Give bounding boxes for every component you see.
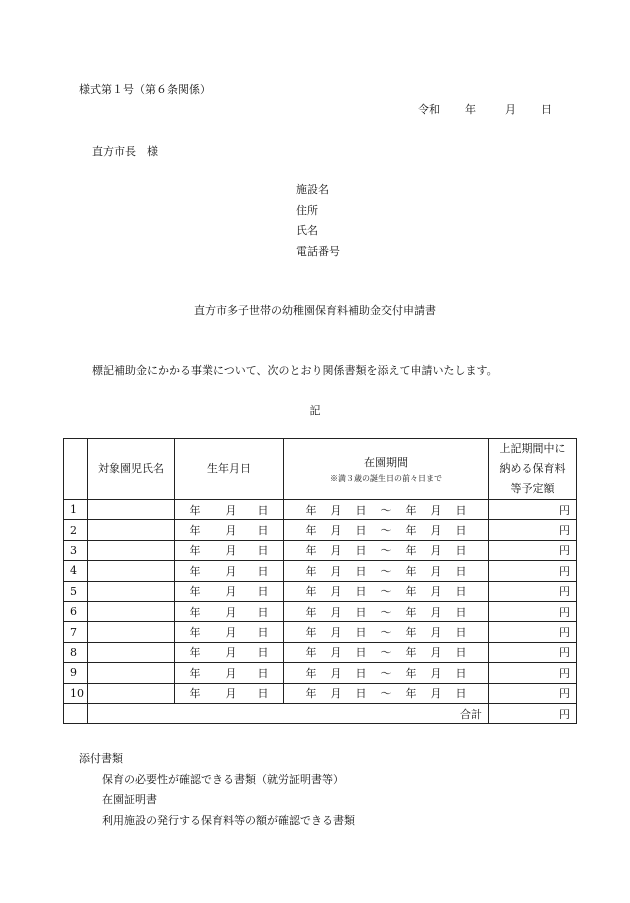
birthdate-cell[interactable] <box>175 561 284 581</box>
unit-yen: 円 <box>559 503 570 517</box>
unit-year: 年 <box>405 544 417 558</box>
unit-day: 日 <box>355 503 367 517</box>
header-period-label: 在園期間 <box>364 456 408 469</box>
intro-text: 標記補助金にかかる事業について、次のとおり関係書類を添えて申請いたします。 <box>92 364 498 377</box>
unit-month: 月 <box>330 503 342 517</box>
unit-month: 月 <box>225 687 237 701</box>
unit-year: 年 <box>405 646 417 660</box>
unit-year: 年 <box>405 626 417 640</box>
unit-month: 月 <box>225 524 237 538</box>
unit-day: 日 <box>355 564 367 578</box>
unit-yen: 円 <box>559 626 570 640</box>
unit-year: 年 <box>305 666 317 680</box>
unit-year: 年 <box>189 524 201 538</box>
total-row <box>64 703 577 723</box>
row-number: 5 <box>64 581 88 601</box>
name-label: 氏名 <box>296 224 318 237</box>
period-cell[interactable] <box>284 540 489 560</box>
date-line <box>418 101 552 117</box>
unit-day: 日 <box>257 666 269 680</box>
header-period-note: ※満３歳の誕生日の前々日まで <box>330 474 442 483</box>
row-number: 10 <box>64 683 88 703</box>
unit-day: 日 <box>257 503 269 517</box>
unit-yen: 円 <box>559 544 570 558</box>
unit-month: 月 <box>225 666 237 680</box>
unit-year: 年 <box>189 585 201 599</box>
child-name-cell[interactable] <box>88 683 175 703</box>
fee-cell[interactable] <box>489 601 577 621</box>
unit-day: 日 <box>355 585 367 599</box>
unit-day: 日 <box>355 646 367 660</box>
child-name-cell[interactable] <box>88 520 175 540</box>
table-row <box>64 683 577 703</box>
attachment-item: 在園証明書 <box>102 793 157 806</box>
unit-year: 年 <box>405 503 417 517</box>
tilde: ～ <box>380 544 392 558</box>
unit-day: 日 <box>257 605 269 619</box>
fee-cell[interactable] <box>489 642 577 662</box>
unit-month: 月 <box>330 687 342 701</box>
unit-year: 年 <box>305 503 317 517</box>
unit-month: 月 <box>225 564 237 578</box>
unit-month: 月 <box>225 585 237 599</box>
unit-yen: 円 <box>559 564 570 578</box>
unit-yen: 円 <box>559 687 570 701</box>
unit-month: 月 <box>430 646 442 660</box>
period-cell[interactable] <box>284 581 489 601</box>
tilde: ～ <box>380 585 392 599</box>
unit-month: 月 <box>430 585 442 599</box>
applicant-block <box>296 180 340 262</box>
table-row <box>64 500 577 520</box>
unit-month: 月 <box>330 666 342 680</box>
unit-month: 月 <box>330 605 342 619</box>
fee-cell[interactable] <box>489 520 577 540</box>
fee-cell[interactable] <box>489 622 577 642</box>
unit-month: 月 <box>225 605 237 619</box>
unit-year: 年 <box>189 687 201 701</box>
birthdate-cell[interactable] <box>175 500 284 520</box>
unit-month: 月 <box>430 524 442 538</box>
fee-cell[interactable] <box>489 561 577 581</box>
unit-day: 日 <box>455 666 467 680</box>
row-number: 4 <box>64 561 88 581</box>
unit-day: 日 <box>455 646 467 660</box>
period-cell[interactable] <box>284 622 489 642</box>
unit-month: 月 <box>330 524 342 538</box>
table-header-row <box>64 439 577 500</box>
child-name-cell[interactable] <box>88 561 175 581</box>
unit-year: 年 <box>189 564 201 578</box>
period-cell[interactable] <box>284 642 489 662</box>
row-number: 7 <box>64 622 88 642</box>
unit-yen: 円 <box>559 605 570 619</box>
table-row <box>64 561 577 581</box>
unit-year: 年 <box>405 585 417 599</box>
header-fee-line3: 等予定額 <box>510 482 555 495</box>
unit-day: 日 <box>257 626 269 640</box>
unit-day: 日 <box>455 585 467 599</box>
row-number: 3 <box>64 540 88 560</box>
child-name-cell[interactable] <box>88 500 175 520</box>
child-name-cell[interactable] <box>88 581 175 601</box>
table-row <box>64 622 577 642</box>
fee-cell[interactable] <box>489 683 577 703</box>
unit-day: 日 <box>355 626 367 640</box>
unit-day: 日 <box>455 503 467 517</box>
period-cell[interactable] <box>284 683 489 703</box>
unit-day: 日 <box>257 544 269 558</box>
unit-year: 年 <box>305 524 317 538</box>
facility-label: 施設名 <box>296 183 329 196</box>
unit-month: 月 <box>430 503 442 517</box>
unit-year: 年 <box>305 646 317 660</box>
table-row <box>64 581 577 601</box>
unit-yen: 円 <box>559 524 570 538</box>
unit-month: 月 <box>330 544 342 558</box>
unit-day: 日 <box>455 626 467 640</box>
phone-label: 電話番号 <box>296 244 340 258</box>
fee-cell[interactable] <box>489 581 577 601</box>
unit-year: 年 <box>405 687 417 701</box>
header-fee <box>489 439 577 500</box>
birthdate-cell[interactable] <box>175 663 284 683</box>
addressee: 直方市長 様 <box>92 145 158 158</box>
unit-month: 月 <box>430 666 442 680</box>
unit-day: 日 <box>455 605 467 619</box>
header-no <box>64 439 88 500</box>
row-number: 1 <box>64 500 88 520</box>
unit-day: 日 <box>355 605 367 619</box>
tilde: ～ <box>380 687 392 701</box>
unit-year: 年 <box>305 605 317 619</box>
tilde: ～ <box>380 646 392 660</box>
table-row <box>64 540 577 560</box>
date-month: 月 <box>505 103 516 116</box>
unit-day: 日 <box>355 524 367 538</box>
header-birthdate: 生年月日 <box>175 439 284 500</box>
tilde: ～ <box>380 503 392 517</box>
unit-day: 日 <box>355 687 367 701</box>
unit-day: 日 <box>455 544 467 558</box>
child-name-cell[interactable] <box>88 622 175 642</box>
child-name-cell[interactable] <box>88 663 175 683</box>
unit-day: 日 <box>257 524 269 538</box>
unit-year: 年 <box>305 564 317 578</box>
unit-yen: 円 <box>559 646 570 660</box>
unit-year: 年 <box>189 646 201 660</box>
total-label: 合計 <box>88 703 489 723</box>
unit-month: 月 <box>330 646 342 660</box>
attachments <box>79 749 355 831</box>
unit-year: 年 <box>305 687 317 701</box>
tilde: ～ <box>380 666 392 680</box>
child-name-cell[interactable] <box>88 642 175 662</box>
tilde: ～ <box>380 605 392 619</box>
unit-day: 日 <box>455 524 467 538</box>
unit-day: 日 <box>455 687 467 701</box>
period-cell[interactable] <box>284 601 489 621</box>
attachments-heading: 添付書類 <box>79 752 123 765</box>
unit-year: 年 <box>405 666 417 680</box>
period-cell[interactable] <box>284 520 489 540</box>
unit-yen: 円 <box>559 666 570 680</box>
header-child-name: 対象園児氏名 <box>88 439 175 500</box>
birthdate-cell[interactable] <box>175 520 284 540</box>
unit-month: 月 <box>225 544 237 558</box>
unit-month: 月 <box>330 585 342 599</box>
row-number: 2 <box>64 520 88 540</box>
birthdate-cell[interactable] <box>175 601 284 621</box>
unit-year: 年 <box>189 605 201 619</box>
unit-year: 年 <box>405 564 417 578</box>
unit-year: 年 <box>305 544 317 558</box>
unit-day: 日 <box>257 564 269 578</box>
unit-year: 年 <box>305 626 317 640</box>
address-label: 住所 <box>296 203 318 217</box>
birthdate-cell[interactable] <box>175 683 284 703</box>
unit-year: 年 <box>189 626 201 640</box>
unit-month: 月 <box>430 687 442 701</box>
header-period <box>284 439 489 500</box>
fee-cell[interactable] <box>489 540 577 560</box>
total-yen: 円 <box>489 703 577 723</box>
unit-day: 日 <box>455 564 467 578</box>
child-name-cell[interactable] <box>88 601 175 621</box>
table-row <box>64 520 577 540</box>
tilde: ～ <box>380 524 392 538</box>
tilde: ～ <box>380 626 392 640</box>
table-row <box>64 642 577 662</box>
period-cell[interactable] <box>284 561 489 581</box>
unit-month: 月 <box>225 646 237 660</box>
table-row <box>64 601 577 621</box>
table-row <box>64 663 577 683</box>
fee-cell[interactable] <box>489 663 577 683</box>
unit-month: 月 <box>330 564 342 578</box>
document-title: 直方市多子世帯の幼稚園保育料補助金交付申請書 <box>194 304 436 317</box>
schedule-table <box>63 438 577 724</box>
unit-year: 年 <box>305 585 317 599</box>
attachment-item: 保育の必要性が確認できる書類（就労証明書等） <box>102 772 344 786</box>
unit-day: 日 <box>257 646 269 660</box>
unit-year: 年 <box>405 524 417 538</box>
unit-month: 月 <box>430 564 442 578</box>
unit-yen: 円 <box>559 585 570 599</box>
period-cell[interactable] <box>284 500 489 520</box>
date-year: 年 <box>465 103 476 116</box>
date-day: 日 <box>541 103 552 116</box>
birthdate-cell[interactable] <box>175 622 284 642</box>
birthdate-cell[interactable] <box>175 540 284 560</box>
ki-heading: 記 <box>309 404 321 417</box>
unit-year: 年 <box>405 605 417 619</box>
attachment-item: 利用施設の発行する保育料等の額が確認できる書類 <box>102 813 355 827</box>
unit-day: 日 <box>355 544 367 558</box>
row-number: 9 <box>64 663 88 683</box>
unit-month: 月 <box>225 626 237 640</box>
unit-day: 日 <box>257 687 269 701</box>
unit-month: 月 <box>225 503 237 517</box>
child-name-cell[interactable] <box>88 540 175 560</box>
date-era: 令和 <box>418 103 440 116</box>
unit-month: 月 <box>430 626 442 640</box>
unit-year: 年 <box>189 503 201 517</box>
unit-month: 月 <box>430 544 442 558</box>
total-no-cell <box>64 703 88 723</box>
unit-year: 年 <box>189 544 201 558</box>
fee-cell[interactable] <box>489 500 577 520</box>
row-number: 6 <box>64 601 88 621</box>
unit-day: 日 <box>355 666 367 680</box>
form-number: 様式第１号（第６条関係） <box>79 83 211 96</box>
header-fee-line1: 上記期間中に <box>499 442 566 455</box>
unit-year: 年 <box>189 666 201 680</box>
birthdate-cell[interactable] <box>175 642 284 662</box>
header-fee-line2: 納める保育料 <box>499 462 566 475</box>
unit-day: 日 <box>257 585 269 599</box>
tilde: ～ <box>380 564 392 578</box>
birthdate-cell[interactable] <box>175 581 284 601</box>
unit-month: 月 <box>430 605 442 619</box>
row-number: 8 <box>64 642 88 662</box>
unit-month: 月 <box>330 626 342 640</box>
period-cell[interactable] <box>284 663 489 683</box>
